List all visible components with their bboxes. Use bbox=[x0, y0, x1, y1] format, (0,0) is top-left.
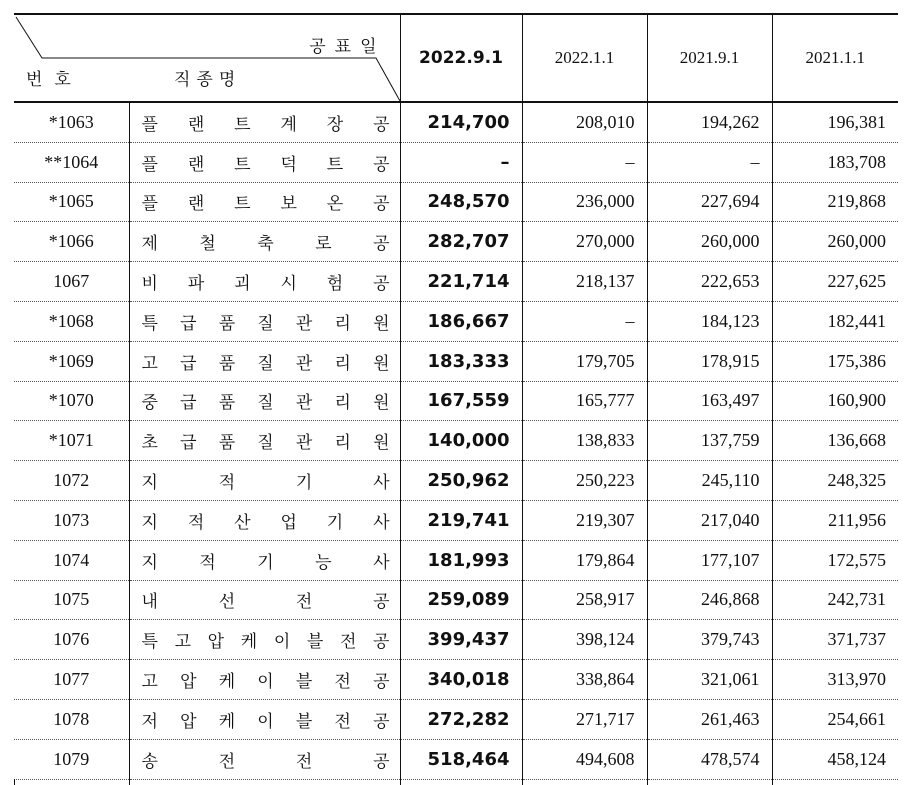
wage-past-cell: 248,325 bbox=[772, 461, 898, 501]
job-name-char: 덕 bbox=[280, 154, 297, 175]
table-row bbox=[14, 461, 898, 501]
wage-past-cell: 321,061 bbox=[647, 660, 772, 700]
job-name-char: 보 bbox=[280, 194, 297, 215]
job-code-cell: 1073 bbox=[14, 500, 129, 540]
table-row bbox=[14, 102, 898, 142]
job-name-char: 공 bbox=[373, 194, 390, 215]
job-name-char: 품 bbox=[218, 393, 236, 414]
table-row bbox=[14, 699, 898, 739]
wage-past-cell: 254,661 bbox=[772, 699, 898, 739]
job-name-cell bbox=[129, 500, 400, 540]
wage-past-cell: 196,381 bbox=[772, 102, 898, 142]
job-name-char: 블 bbox=[295, 711, 313, 732]
job-name-char: 특 bbox=[141, 313, 158, 334]
table-row bbox=[14, 381, 898, 421]
job-name-char: 파 bbox=[187, 274, 205, 295]
job-name-cell bbox=[129, 341, 400, 381]
job-name-char: 플 bbox=[141, 154, 158, 175]
job-name-char: 중 bbox=[141, 393, 158, 414]
job-name-char: 질 bbox=[257, 313, 274, 334]
job-name-char: 특 bbox=[141, 632, 158, 653]
job-name-char: 공 bbox=[373, 154, 390, 175]
table-row bbox=[14, 301, 898, 341]
job-code-cell: *1063 bbox=[14, 102, 129, 142]
job-name-char: 공 bbox=[373, 592, 390, 613]
wage-current-cell: 214,700 bbox=[400, 102, 522, 142]
table-body bbox=[14, 102, 898, 779]
wage-past-cell: 261,463 bbox=[647, 699, 772, 739]
job-name-char: 축 bbox=[257, 234, 274, 255]
job-name-char: 케 bbox=[218, 672, 236, 693]
wage-past-cell: – bbox=[647, 142, 772, 182]
date-header-2022-9-1: 2022.9.1 bbox=[400, 14, 522, 102]
job-name-char: 급 bbox=[180, 313, 197, 334]
wage-current-cell: 186,667 bbox=[400, 301, 522, 341]
wage-past-cell: 258,917 bbox=[522, 580, 647, 620]
announce-date-label: 공표일 bbox=[309, 37, 386, 57]
job-name-char: 공 bbox=[373, 751, 390, 772]
wage-past-cell: 136,668 bbox=[772, 421, 898, 461]
wage-past-cell: 217,040 bbox=[647, 500, 772, 540]
job-name-char: 저 bbox=[141, 711, 158, 732]
job-name-cell bbox=[129, 421, 400, 461]
job-name-char: 블 bbox=[306, 632, 324, 653]
job-name-char: 리 bbox=[334, 393, 351, 414]
job-name-char: 이 bbox=[257, 672, 274, 693]
job-name-cell bbox=[129, 142, 400, 182]
wage-past-cell: 163,497 bbox=[647, 381, 772, 421]
job-name-char: 품 bbox=[218, 353, 236, 374]
table-row bbox=[14, 660, 898, 700]
job-name-cell bbox=[129, 620, 400, 660]
job-name-char: 계 bbox=[280, 114, 297, 135]
job-name-char: 적 bbox=[218, 473, 236, 494]
job-name-char: 리 bbox=[334, 313, 351, 334]
job-name-char: 사 bbox=[373, 473, 390, 494]
job-name-char: 급 bbox=[180, 433, 197, 454]
job-name-char: 랜 bbox=[187, 194, 205, 215]
wage-past-cell: 184,123 bbox=[647, 301, 772, 341]
wage-past-cell: 179,705 bbox=[522, 341, 647, 381]
wage-past-cell: 211,956 bbox=[772, 500, 898, 540]
wage-past-cell: 478,574 bbox=[647, 739, 772, 779]
job-code-cell: *1070 bbox=[14, 381, 129, 421]
job-name-char: 지 bbox=[141, 473, 158, 494]
job-name-char: 리 bbox=[334, 353, 351, 374]
job-name-char: 제 bbox=[141, 234, 158, 255]
job-name-char: 리 bbox=[334, 433, 351, 454]
job-name-char: 지 bbox=[141, 552, 158, 573]
wage-current-cell: 399,437 bbox=[400, 620, 522, 660]
date-header-2022-1-1: 2022.1.1 bbox=[522, 14, 647, 102]
wage-past-cell: 260,000 bbox=[772, 222, 898, 262]
job-name-char: 적 bbox=[199, 552, 216, 573]
wage-past-cell: 194,262 bbox=[647, 102, 772, 142]
wage-current-cell: 250,962 bbox=[400, 461, 522, 501]
job-name-label: 직종명 bbox=[174, 70, 242, 90]
wage-past-cell: 236,000 bbox=[522, 182, 647, 222]
job-name-char: 험 bbox=[326, 274, 344, 295]
job-name-char: 기 bbox=[257, 552, 274, 573]
job-name-char: 전 bbox=[334, 711, 351, 732]
job-name-cell bbox=[129, 182, 400, 222]
wage-past-cell: 219,868 bbox=[772, 182, 898, 222]
wage-current-cell: 181,993 bbox=[400, 540, 522, 580]
wage-past-cell: 172,575 bbox=[772, 540, 898, 580]
job-name-char: 공 bbox=[373, 672, 390, 693]
date-header-2021-1-1: 2021.1.1 bbox=[772, 14, 898, 102]
wage-table-sheet bbox=[14, 13, 898, 780]
table-row bbox=[14, 262, 898, 302]
job-name-char: 원 bbox=[373, 433, 390, 454]
job-name-char: 품 bbox=[218, 313, 236, 334]
wage-past-cell: 250,223 bbox=[522, 461, 647, 501]
job-name-char: 케 bbox=[218, 711, 236, 732]
job-code-cell: **1064 bbox=[14, 142, 129, 182]
job-name-char: 이 bbox=[273, 632, 291, 653]
job-name-char: 관 bbox=[295, 353, 313, 374]
job-name-cell bbox=[129, 580, 400, 620]
wage-current-cell: 248,570 bbox=[400, 182, 522, 222]
table-row bbox=[14, 341, 898, 381]
job-code-cell: 1067 bbox=[14, 262, 129, 302]
job-name-char: 산 bbox=[234, 512, 251, 533]
job-name-char: 원 bbox=[373, 313, 390, 334]
job-name-char: 플 bbox=[141, 114, 158, 135]
job-code-cell: *1071 bbox=[14, 421, 129, 461]
wage-past-cell: 183,708 bbox=[772, 142, 898, 182]
table-row bbox=[14, 421, 898, 461]
diagonal-header-cell bbox=[14, 14, 400, 102]
wage-past-cell: 222,653 bbox=[647, 262, 772, 302]
job-name-char: 전 bbox=[334, 672, 351, 693]
job-name-char: 사 bbox=[373, 512, 390, 533]
job-name-char: 전 bbox=[218, 751, 236, 772]
wage-past-cell: 398,124 bbox=[522, 620, 647, 660]
wage-current-cell: 221,714 bbox=[400, 262, 522, 302]
wage-past-cell: 458,124 bbox=[772, 739, 898, 779]
job-name-char: 질 bbox=[257, 433, 274, 454]
job-name-cell bbox=[129, 262, 400, 302]
wage-current-cell: 282,707 bbox=[400, 222, 522, 262]
job-name-char: 공 bbox=[373, 234, 390, 255]
job-name-char: 로 bbox=[315, 234, 332, 255]
job-name-char: 공 bbox=[373, 114, 390, 135]
wage-past-cell: 246,868 bbox=[647, 580, 772, 620]
job-name-char: 랜 bbox=[187, 114, 205, 135]
job-name-char: 능 bbox=[315, 552, 332, 573]
job-name-char: 케 bbox=[240, 632, 258, 653]
job-name-char: 온 bbox=[326, 194, 344, 215]
job-name-char: 기 bbox=[326, 512, 344, 533]
job-name-char: 장 bbox=[326, 114, 344, 135]
wage-current-cell: – bbox=[400, 142, 522, 182]
wage-past-cell: 219,307 bbox=[522, 500, 647, 540]
job-name-char: 원 bbox=[373, 393, 390, 414]
job-code-cell: 1078 bbox=[14, 699, 129, 739]
table-header bbox=[14, 14, 898, 102]
job-name-char: 원 bbox=[373, 353, 390, 374]
job-name-char: 압 bbox=[180, 711, 197, 732]
wage-past-cell: 338,864 bbox=[522, 660, 647, 700]
wage-current-cell: 167,559 bbox=[400, 381, 522, 421]
job-name-char: 공 bbox=[373, 274, 390, 295]
job-name-char: 고 bbox=[141, 672, 158, 693]
wage-past-cell: 227,625 bbox=[772, 262, 898, 302]
wage-past-cell: 494,608 bbox=[522, 739, 647, 779]
job-name-char: 송 bbox=[141, 751, 158, 772]
job-name-char: 트 bbox=[234, 114, 251, 135]
job-name-char: 관 bbox=[295, 313, 313, 334]
job-name-cell bbox=[129, 540, 400, 580]
wage-past-cell: 260,000 bbox=[647, 222, 772, 262]
table-continuation-lines bbox=[14, 779, 898, 785]
wage-past-cell: 218,137 bbox=[522, 262, 647, 302]
date-header-2021-9-1: 2021.9.1 bbox=[647, 14, 772, 102]
job-name-char: 랜 bbox=[187, 154, 205, 175]
job-name-char: 급 bbox=[180, 393, 197, 414]
job-name-char: 괴 bbox=[234, 274, 251, 295]
table-row bbox=[14, 739, 898, 779]
job-name-char: 관 bbox=[295, 393, 313, 414]
job-name-char: 블 bbox=[295, 672, 313, 693]
job-name-char: 적 bbox=[187, 512, 205, 533]
job-name-char: 급 bbox=[180, 353, 197, 374]
wage-past-cell: 179,864 bbox=[522, 540, 647, 580]
job-code-cell: 1076 bbox=[14, 620, 129, 660]
job-name-char: 지 bbox=[141, 512, 158, 533]
job-name-char: 고 bbox=[141, 353, 158, 374]
wage-past-cell: 175,386 bbox=[772, 341, 898, 381]
wage-current-cell: 219,741 bbox=[400, 500, 522, 540]
job-name-char: 질 bbox=[257, 393, 274, 414]
job-code-cell: *1068 bbox=[14, 301, 129, 341]
wage-past-cell: – bbox=[522, 142, 647, 182]
wage-past-cell: 165,777 bbox=[522, 381, 647, 421]
job-code-cell: 1075 bbox=[14, 580, 129, 620]
table-row bbox=[14, 500, 898, 540]
wage-past-cell: 227,694 bbox=[647, 182, 772, 222]
wage-past-cell: 138,833 bbox=[522, 421, 647, 461]
job-name-cell bbox=[129, 222, 400, 262]
wage-past-cell: 208,010 bbox=[522, 102, 647, 142]
table-row bbox=[14, 580, 898, 620]
wage-past-cell: 137,759 bbox=[647, 421, 772, 461]
job-name-cell bbox=[129, 699, 400, 739]
job-name-char: 전 bbox=[339, 632, 357, 653]
job-name-cell bbox=[129, 660, 400, 700]
job-name-cell bbox=[129, 381, 400, 421]
job-name-char: 철 bbox=[199, 234, 216, 255]
job-name-char: 공 bbox=[373, 632, 390, 653]
wage-past-cell: 182,441 bbox=[772, 301, 898, 341]
job-name-char: 플 bbox=[141, 194, 158, 215]
table-row bbox=[14, 222, 898, 262]
wage-past-cell: 270,000 bbox=[522, 222, 647, 262]
job-code-cell: 1074 bbox=[14, 540, 129, 580]
job-name-cell bbox=[129, 739, 400, 779]
wage-current-cell: 272,282 bbox=[400, 699, 522, 739]
job-name-char: 압 bbox=[180, 672, 197, 693]
wage-current-cell: 183,333 bbox=[400, 341, 522, 381]
wage-past-cell: 271,717 bbox=[522, 699, 647, 739]
table-row bbox=[14, 182, 898, 222]
job-code-cell: 1077 bbox=[14, 660, 129, 700]
wage-table bbox=[14, 13, 898, 780]
wage-current-cell: 259,089 bbox=[400, 580, 522, 620]
wage-current-cell: 518,464 bbox=[400, 739, 522, 779]
table-row bbox=[14, 620, 898, 660]
job-code-cell: 1072 bbox=[14, 461, 129, 501]
job-code-cell: *1065 bbox=[14, 182, 129, 222]
job-name-char: 트 bbox=[326, 154, 344, 175]
wage-past-cell: 313,970 bbox=[772, 660, 898, 700]
job-name-char: 사 bbox=[373, 552, 390, 573]
number-label: 번호 bbox=[26, 70, 83, 90]
job-name-char: 관 bbox=[295, 433, 313, 454]
job-name-char: 업 bbox=[280, 512, 297, 533]
job-name-char: 트 bbox=[234, 154, 251, 175]
wage-current-cell: 140,000 bbox=[400, 421, 522, 461]
job-name-char: 기 bbox=[295, 473, 313, 494]
wage-past-cell: 379,743 bbox=[647, 620, 772, 660]
wage-past-cell: 371,737 bbox=[772, 620, 898, 660]
job-code-cell: *1066 bbox=[14, 222, 129, 262]
job-code-cell: *1069 bbox=[14, 341, 129, 381]
job-name-char: 전 bbox=[295, 592, 313, 613]
wage-past-cell: 245,110 bbox=[647, 461, 772, 501]
job-name-char: 질 bbox=[257, 353, 274, 374]
job-code-cell: 1079 bbox=[14, 739, 129, 779]
table-row bbox=[14, 142, 898, 182]
job-name-char: 선 bbox=[218, 592, 236, 613]
wage-past-cell: 242,731 bbox=[772, 580, 898, 620]
wage-past-cell: 177,107 bbox=[647, 540, 772, 580]
wage-past-cell: – bbox=[522, 301, 647, 341]
job-name-char: 내 bbox=[141, 592, 158, 613]
job-name-char: 이 bbox=[257, 711, 274, 732]
job-name-char: 압 bbox=[207, 632, 225, 653]
job-name-char: 시 bbox=[280, 274, 297, 295]
job-name-cell bbox=[129, 102, 400, 142]
wage-past-cell: 178,915 bbox=[647, 341, 772, 381]
job-name-char: 비 bbox=[141, 274, 158, 295]
wage-past-cell: 160,900 bbox=[772, 381, 898, 421]
table-row bbox=[14, 540, 898, 580]
job-name-char: 트 bbox=[234, 194, 251, 215]
job-name-cell bbox=[129, 301, 400, 341]
job-name-char: 공 bbox=[373, 711, 390, 732]
job-name-char: 품 bbox=[218, 433, 236, 454]
job-name-char: 전 bbox=[295, 751, 313, 772]
job-name-char: 고 bbox=[174, 632, 192, 653]
job-name-char: 초 bbox=[141, 433, 158, 454]
job-name-cell bbox=[129, 461, 400, 501]
wage-current-cell: 340,018 bbox=[400, 660, 522, 700]
